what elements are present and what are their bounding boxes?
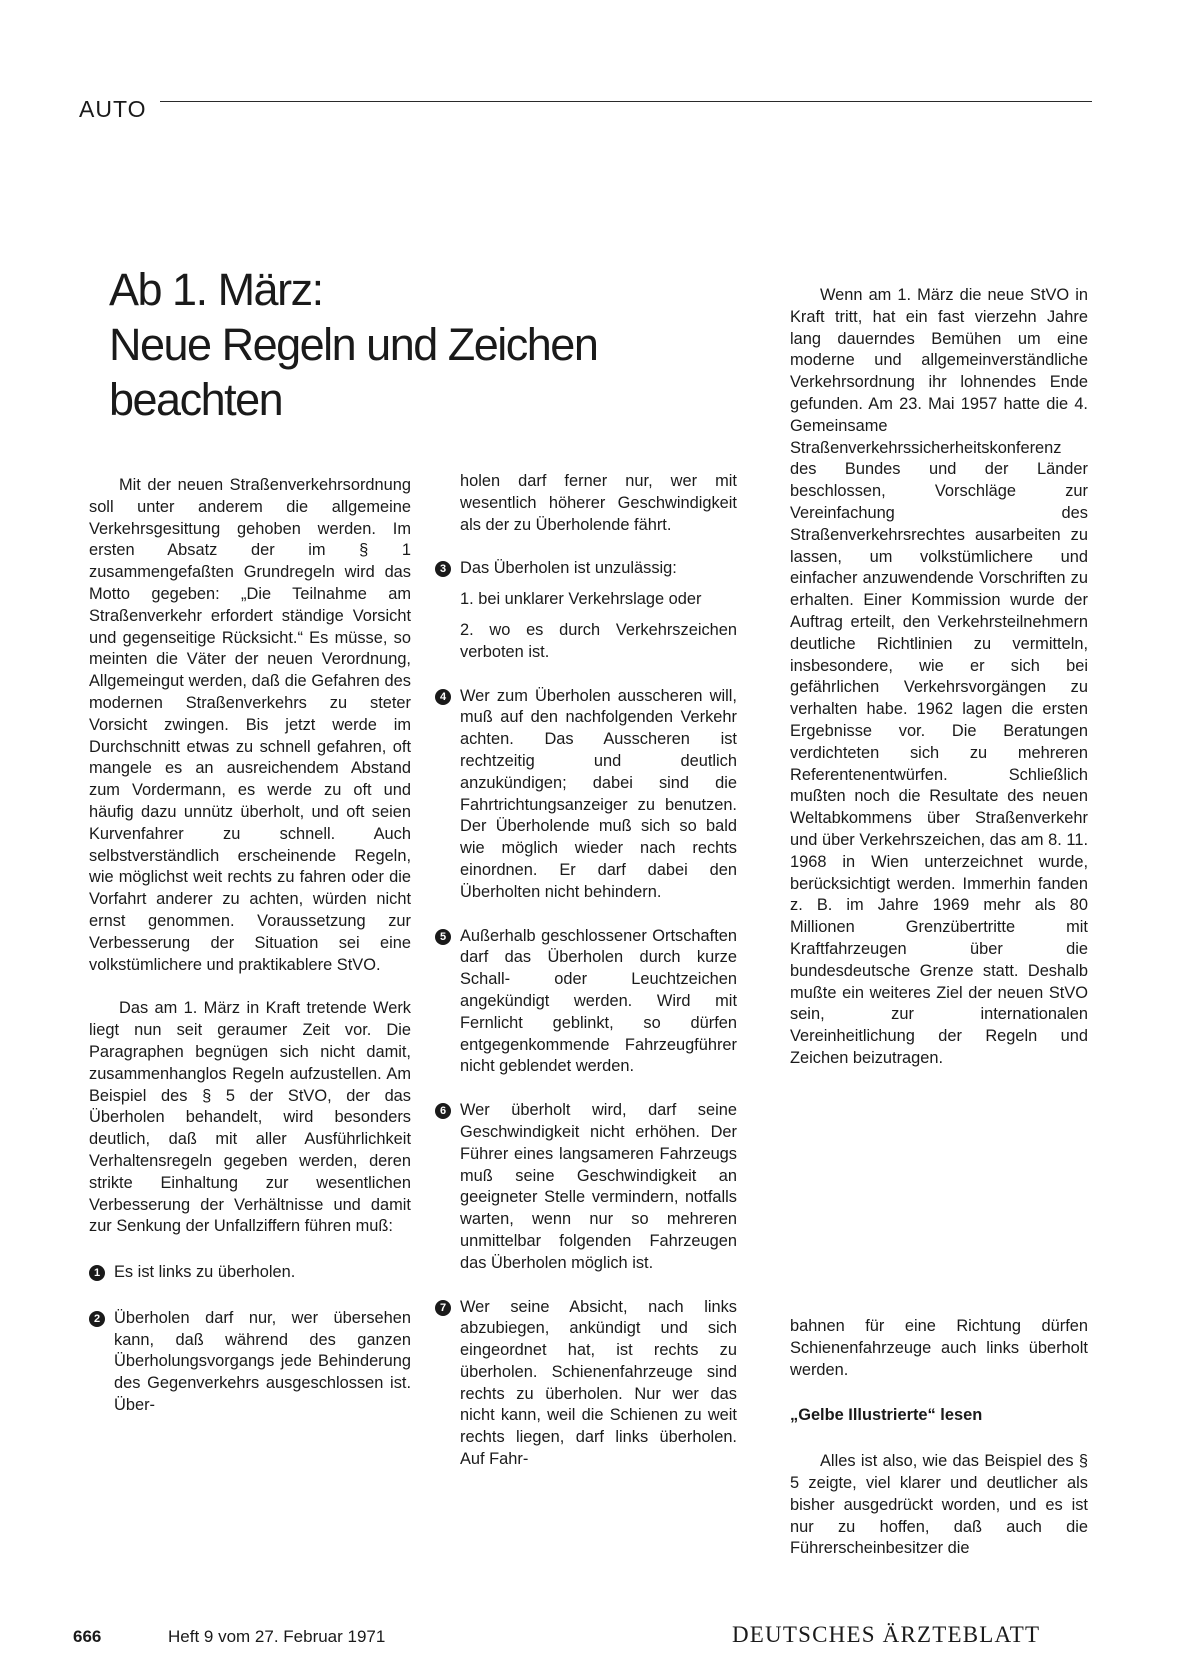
headline-line-3: beachten (109, 374, 283, 425)
headline-line-2: Neue Regeln und Zeichen (109, 319, 598, 370)
number-bullet-icon: 3 (435, 561, 451, 577)
rule-item-text: Es ist links zu überholen. (114, 1263, 296, 1282)
page-number: 666 (73, 1627, 102, 1646)
rule-item-5 (435, 926, 737, 1079)
body-paragraph: holen darf ferner nur, wer mit wesentlich höherer Geschwindigkeit als der zu Überholende fährt. (460, 472, 737, 534)
rule-item-1 (89, 1262, 411, 1284)
rule-item-2 (89, 1308, 411, 1417)
subheading: „Gelbe Illustrierte“ lesen (790, 1406, 983, 1425)
number-bullet-icon: 4 (435, 689, 451, 705)
rule-item-text: Überholen darf nur, wer übersehen kann, daß während des ganzen Überholungsvorgangs jede Behinderung des Gegenverkehrs ausgeschlossen ist. Über- (114, 1308, 411, 1415)
body-paragraph: bahnen für eine Richtung dürfen Schienenfahrzeuge auch links überholt werden. (790, 1317, 1088, 1379)
headline-line-1: Ab 1. März: (109, 264, 323, 315)
number-bullet-icon: 7 (435, 1300, 451, 1316)
column-1 (89, 475, 411, 1417)
body-paragraph: Alles ist also, wie das Beispiel des § 5 zeigte, viel klarer und deutlicher als bisher ausgedrückt worden, und es ist nur zu hoffen, daß auch die Führerscheinbesitzer die (790, 1452, 1088, 1558)
number-bullet-icon: 1 (89, 1265, 105, 1281)
headline (109, 262, 669, 427)
column-3 (790, 285, 1088, 1070)
sub-item-2: 2. wo es durch Verkehrszeichen verboten ist. (460, 620, 737, 661)
rule-item-7 (435, 1297, 737, 1471)
magazine-name: DEUTSCHES ÄRZTEBLATT (732, 1622, 1041, 1647)
rule-item-text: Das Überholen ist unzulässig: (460, 559, 677, 578)
rule-item-3 (435, 558, 737, 580)
body-paragraph: Mit der neuen Straßenverkehrsordnung soll unter anderem die allgemeine Verkehrsgesittung gehoben werden. Im ersten Absatz der im § 1 zusammengefaßten Grundregeln wird das Motto gegeben: „Die Teilnahme am Straßenverkehr erfordert ständige Vorsicht und gegenseitige Rücksicht.“ Es müsse, so meinten die Väter der neuen Verordnung, Allgemeingut werden, daß die Gefahren des modernen Straßenverkehrs zu steter Vorsicht zwingen. Bis jetzt werde im Durchschnitt etwas zu schnell gefahren, oft mangele es an ausreichendem Abstand zum Vordermann, es werde zu oft und häufig dazu unnütz überholt, und oft seien Kurvenfahrer zu schnell. Auch selbstverständlich erscheinende Regeln, wie möglichst weit rechts zu fahren oder die Vorfahrt anderer zu achten, würden nicht ernst genommen. Voraussetzung zur Verbesserung der Situation sei eine volkstümlichere und praktikablere StVO. (89, 476, 411, 974)
number-bullet-icon: 6 (435, 1103, 451, 1119)
rule-item-text: Außerhalb geschlossener Ortschaften darf das Überholen durch kurze Schall- oder Leuchtzeichen angekündigt werden. Wird mit Fernlicht geblinkt, so dürfen entgegenkommende Fahrzeugführer nicht geblendet werden. (460, 926, 737, 1076)
section-label: AUTO (79, 96, 147, 122)
column-3-lower (790, 1316, 1088, 1560)
rule-item-6 (435, 1100, 737, 1274)
rule-item-text: Wer zum Überholen ausscheren will, muß auf den nachfolgenden Verkehr achten. Das Ausscheren ist rechtzeitig und deutlich anzukündigen; dabei sind die Fahrtrichtungsanzeiger zu benutzen. Der Überholende muß sich so bald wie möglich wieder nach rechts einordnen. Er darf dabei den Überholten nicht behindern. (460, 686, 737, 901)
rule-item-text: Wer seine Absicht, nach links abzubiegen, ankündigt und sich eingeordnet hat, ist rechts zu überholen. Schienenfahrzeuge sind rechts zu überholen. Nur wer das nicht kann, weil die Schienen zu weit rechts liegen, darf links überholen. Auf Fahr- (460, 1297, 737, 1469)
body-paragraph: Das am 1. März in Kraft tretende Werk liegt nun seit geraumer Zeit vor. Die Paragraphen begnügen sich nicht damit, zusammenhanglos Regeln aufzustellen. Am Beispiel des § 5 der StVO, der das Überholen behandelt, wird besonders deutlich, daß mit aller Ausführlichkeit Verhaltensregeln gegeben werden, deren strikte Einhaltung zur wesentlichen Verbesserung der Verhältnisse und damit zur Senkung der Unfallziffern führen muß: (89, 999, 411, 1236)
issue-info: Heft 9 vom 27. Februar 1971 (168, 1627, 386, 1646)
sub-item-1: 1. bei unklarer Verkehrslage oder (460, 590, 702, 609)
rule-item-text: Wer überholt wird, darf seine Geschwindigkeit nicht erhöhen. Der Führer eines langsameren Fahrzeugs muß seine Geschwindigkeit an geeigneter Stelle vermindern, notfalls warten, wenn nur so mehreren unmittelbar folgenden Fahrzeugen das Überholen möglich ist. (460, 1101, 737, 1272)
body-paragraph: Wenn am 1. März die neue StVO in Kraft tritt, hat ein fast vierzehn Jahre lang dauerndes Bemühen um eine moderne und allgemeinverständliche Verkehrsordnung ihr lohnendes Ende gefunden. Am 23. Mai 1957 hatte die 4. Gemeinsame Straßenverkehrssicherheitskonferenz des Bundes und der Länder beschlossen, Vorschläge zur Vereinfachung des Straßenverkehrsrechtes ausarbeiten zu lassen, um volkstümlichere und einfacher anzuwendende Vorschriften zu erhalten. Einer Kommission wurde der Auftrag erteilt, den Verkehrsteilnehmern deutliche Richtlinien zu vermitteln, insbesondere, wie er sich bei gefährlichen Verkehrsvorgängen zu verhalten habe. 1962 lagen die ersten Ergebnisse vor. Die Beratungen verdichteten sich zu mehreren Referentenentwürfen. Schließlich mußten noch die Resultate des neuen Weltabkommens über Straßenverkehr und über Verkehrszeichen, das am 8. 11. 1968 in Wien unterzeichnet wurde, berücksichtigt werden. Immerhin fanden z. B. im Jahre 1969 mehr als 80 Millionen Grenzübertritte mit Kraftfahrzeugen über die bundesdeutsche Grenze statt. Deshalb mußte ein weiteres Ziel der neuen StVO sein, zur internationalen Vereinheitlichung der Regeln und Zeichen beizutragen. (790, 286, 1088, 1067)
header-rule (160, 101, 1092, 102)
column-2 (435, 471, 737, 1471)
number-bullet-icon: 2 (89, 1311, 105, 1327)
number-bullet-icon: 5 (435, 929, 451, 945)
rule-item-4 (435, 686, 737, 904)
